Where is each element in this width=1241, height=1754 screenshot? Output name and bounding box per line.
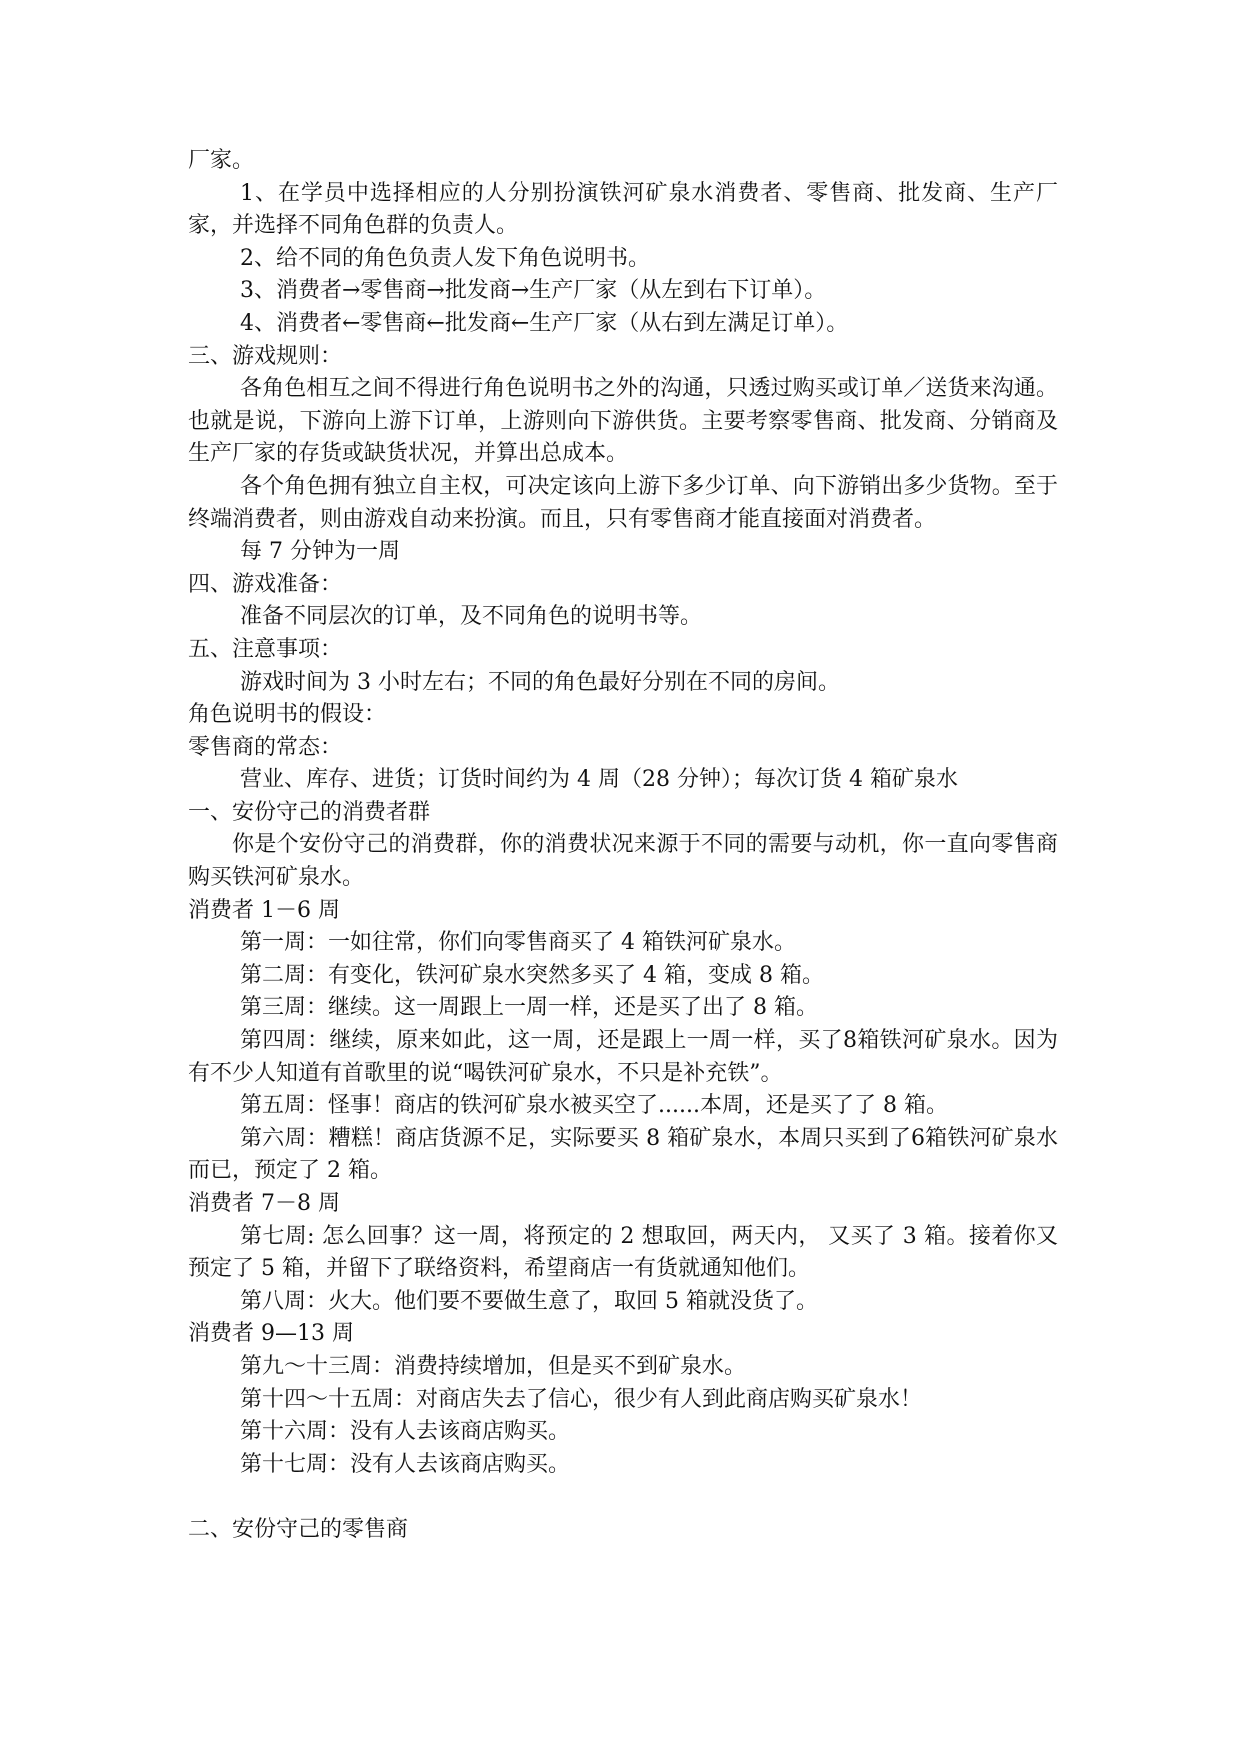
week-3: 第三周：继续。这一周跟上一周一样，还是买了出了 8 箱。 [240,995,818,1021]
retailer-normal-paragraph: 营业、库存、进货；订货时间约为 4 周（28 分钟）；每次订货 4 箱矿泉水 [240,767,958,793]
section-heading-notes: 五、注意事项： [188,636,343,662]
week-1: 第一周：一如往常，你们向零售商买了 4 箱铁河矿泉水。 [240,930,796,956]
week-14-15: 第十四～十五周：对商店失去了信心，很少有人到此商店购买矿泉水！ [240,1386,923,1412]
consumer-weeks-7-8-heading: 消费者 7－8 周 [188,1191,340,1216]
document-body [188,145,1058,1547]
week-2: 第二周：有变化，铁河矿泉水突然多买了 4 箱，变成 8 箱。 [240,962,824,988]
step-3: 3、消费者→零售商→批发商→生产厂家（从左到右下订单）。 [240,278,827,304]
week-16: 第十六周：没有人去该商店购买。 [240,1419,571,1445]
week-6: 第六周：糟糕！商店货源不足，实际要买 8 箱矿泉水，本周只买到了6箱铁河矿泉水而已，预定了 2 箱。 [188,1125,1058,1184]
week-7: 第七周: 怎么回事？这一周，将预定的 2 想取回，两天内， 又买了 3 箱。接着你又预定了 5 箱，并留下了联络资料，希望商店一有货就通知他们。 [188,1223,1058,1282]
step-4: 4、消费者←零售商←批发商←生产厂家（从右到左满足订单）。 [240,310,849,336]
role-assumptions-heading: 角色说明书的假设： [188,702,387,728]
consumer-weeks-9-13-heading: 消费者 9—13 周 [188,1321,354,1347]
retailer-normal-heading: 零售商的常态： [188,734,343,760]
week-5: 第五周：怪事！商店的铁河矿泉水被买空了......本周，还是买了了 8 箱。 [240,1093,948,1119]
consumer-group-paragraph: 你是个安份守己的消费群，你的消费状况来源于不同的需要与动机，你一直向零售商购买铁河矿泉水。 [188,832,1058,891]
section-heading-preparation: 四、游戏准备： [188,571,343,597]
consumer-weeks-1-6-heading: 消费者 1－6 周 [188,897,340,923]
week-4: 第四周：继续，原来如此，这一周，还是跟上一周一样，买了8箱铁河矿泉水。因为有不少人知道有首歌里的说“喝铁河矿泉水，不只是补充铁”。 [188,1028,1058,1086]
section-heading-rules: 三、游戏规则： [188,343,343,369]
paragraph-continuation: 厂家。 [188,148,255,173]
blank-line [188,1481,1058,1514]
notes-paragraph: 游戏时间为 3 小时左右；不同的角色最好分别在不同的房间。 [240,669,840,695]
week-9-13: 第九～十三周：消费持续增加，但是买不到矿泉水。 [240,1353,747,1379]
preparation-paragraph: 准备不同层次的订单，及不同角色的说明书等。 [240,604,703,630]
rules-paragraph-2: 各个角色拥有独立自主权，可决定该向上游下多少订单、向下游销出多少货物。至于终端消费者，则由游戏自动来扮演。而且，只有零售商才能直接面对消费者。 [188,473,1058,532]
step-2: 2、给不同的角色负责人发下角色说明书。 [240,245,650,271]
retailer-section-heading: 二、安份守己的零售商 [188,1516,409,1542]
week-17: 第十七周：没有人去该商店购买。 [240,1451,571,1477]
week-8: 第八周：火大。他们要不要做生意了，取回 5 箱就没货了。 [240,1288,818,1314]
step-1: 1、在学员中选择相应的人分别扮演铁河矿泉水消费者、零售商、批发商、生产厂家，并选择不同角色群的负责人。 [188,180,1058,239]
rules-paragraph-3: 每 7 分钟为一周 [240,539,400,565]
consumer-group-heading: 一、安份守己的消费者群 [188,799,431,825]
rules-paragraph-1: 各角色相互之间不得进行角色说明书之外的沟通，只透过购买或订单／送货来沟通。也就是说，下游向上游下订单，上游则向下游供货。主要考察零售商、批发商、分销商及生产厂家的存货或缺货状况，并算出总成本。 [188,376,1058,467]
